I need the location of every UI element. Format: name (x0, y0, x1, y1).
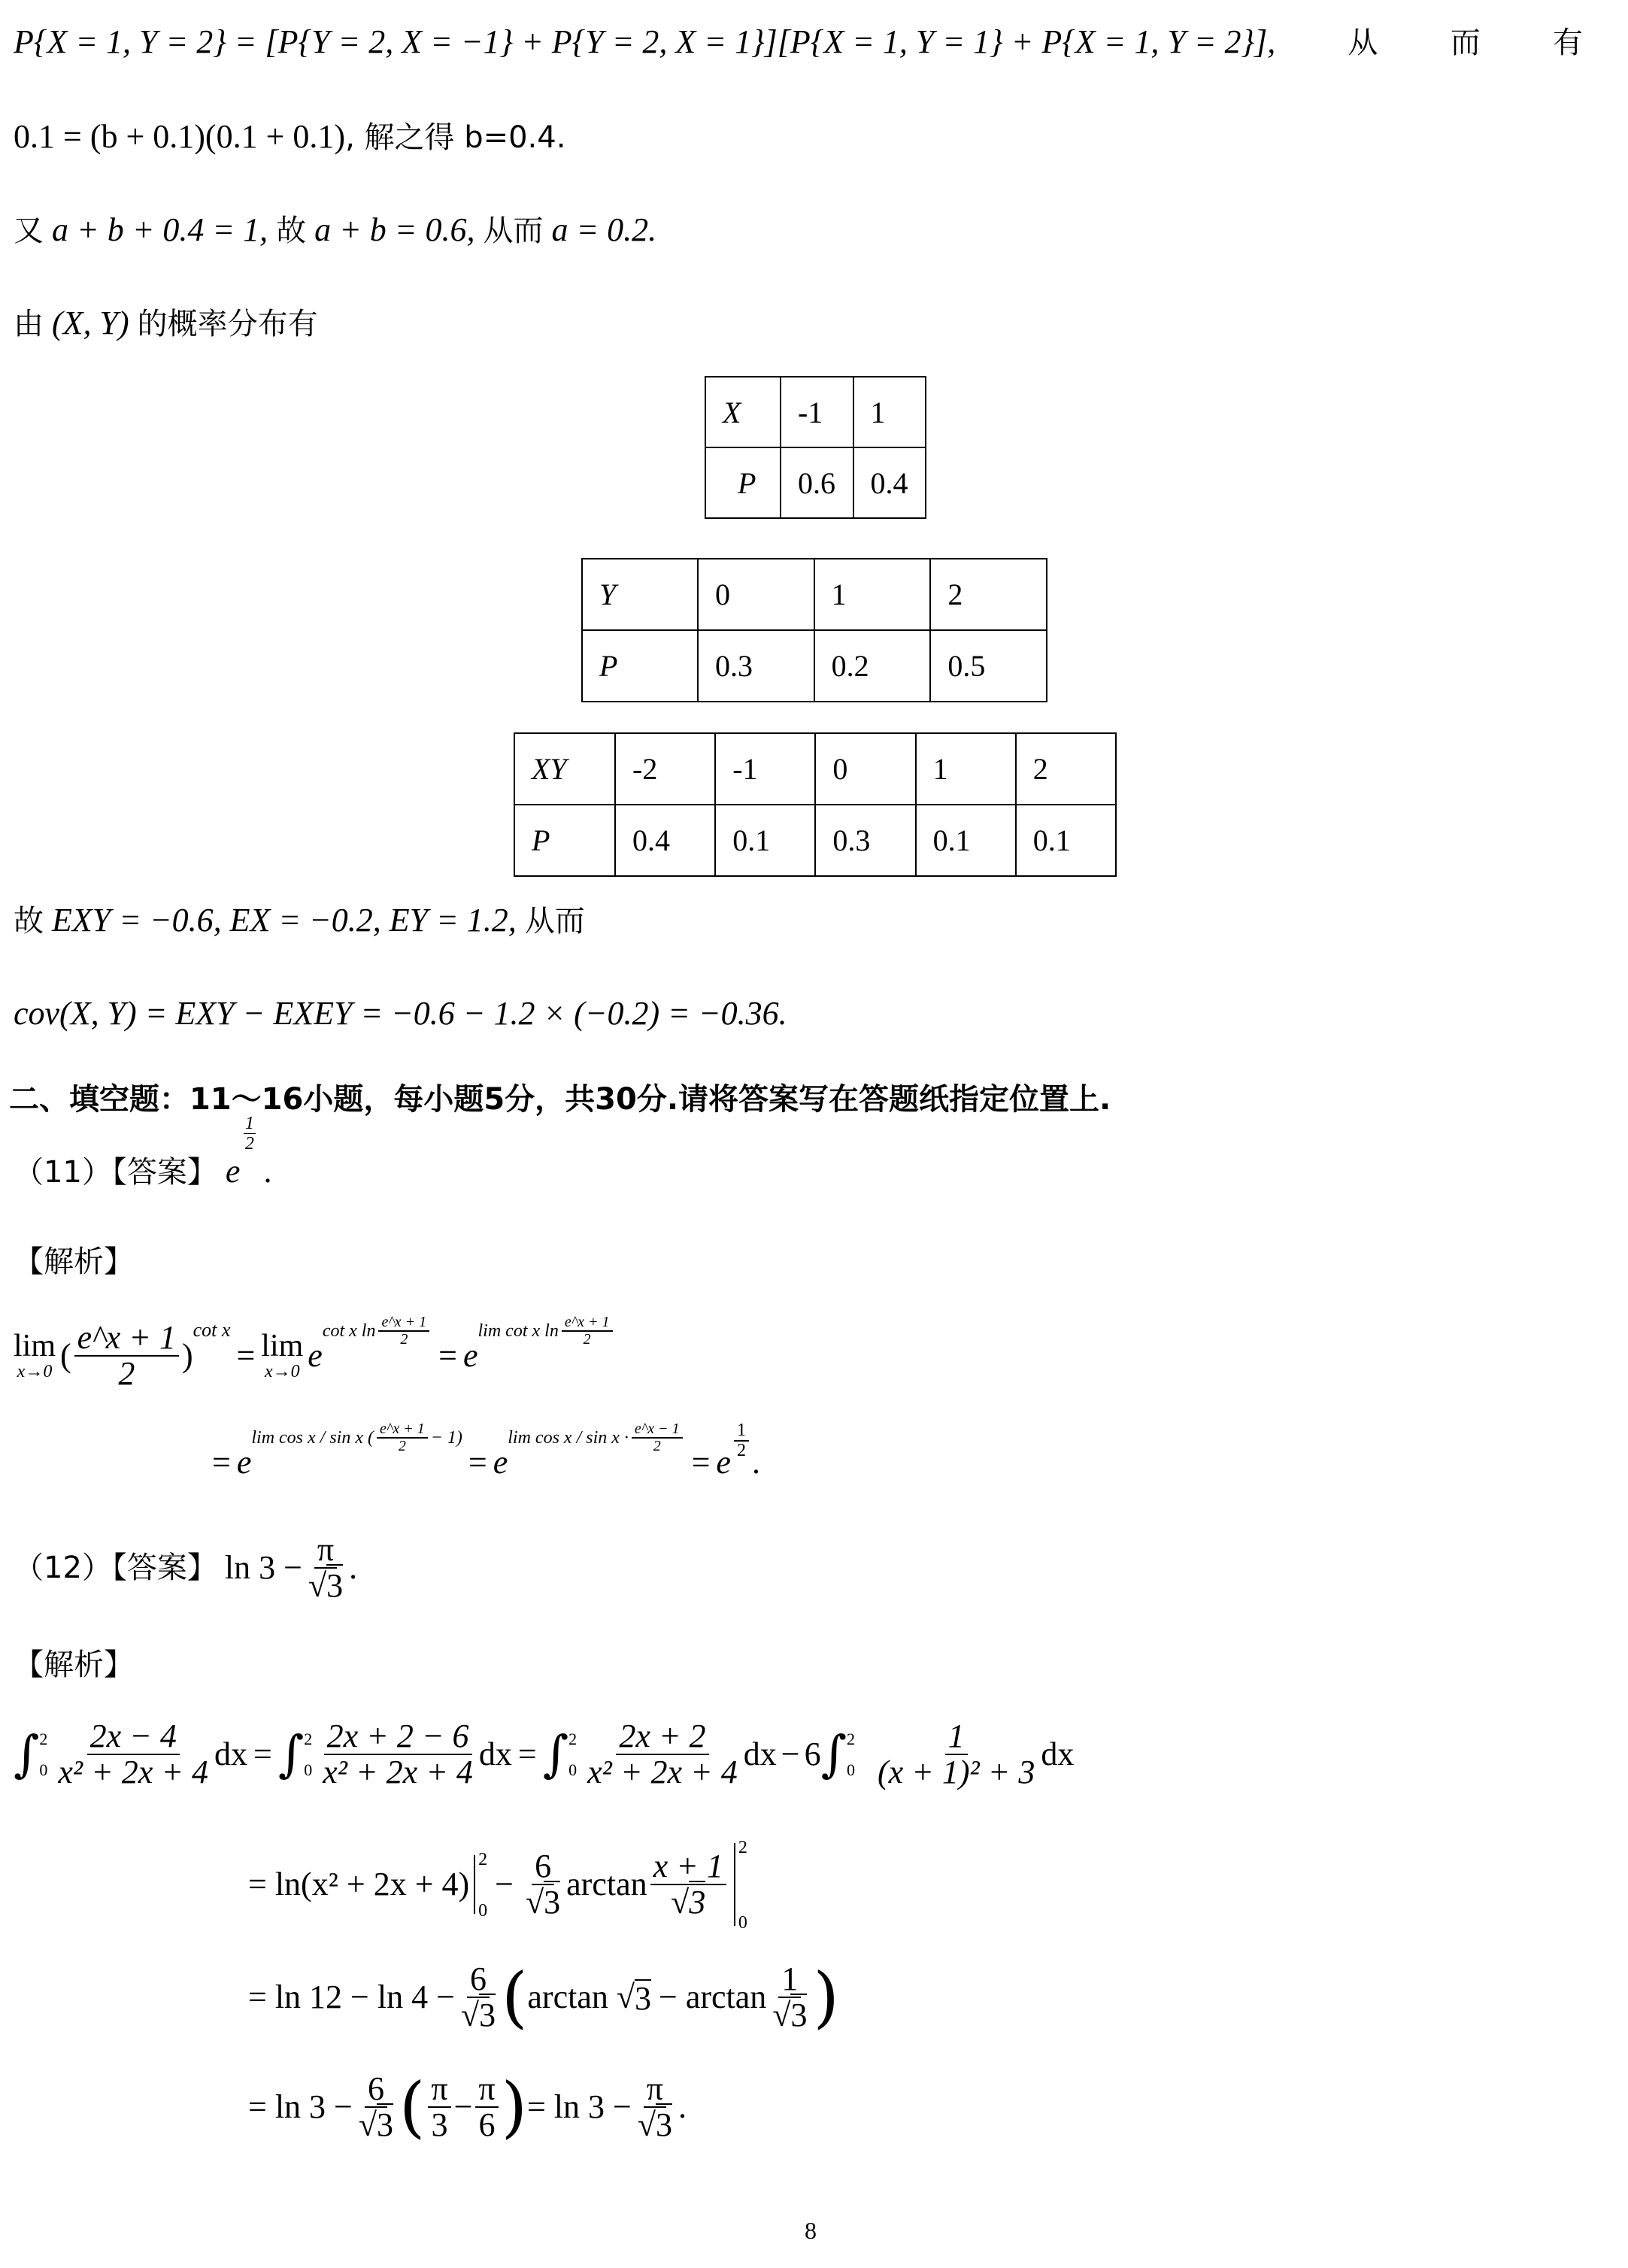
fraction (55, 1719, 211, 1790)
frac-den: x² + 2x + 4 (58, 1754, 209, 1790)
fraction (635, 2069, 675, 2143)
dx: dx (1041, 1736, 1075, 1772)
fraction (356, 2069, 396, 2143)
table-cell: 0.3 (698, 630, 814, 702)
evaluation-bar: 2 0 (474, 1855, 475, 1914)
ln3-term: = ln 3 − (248, 2088, 353, 2125)
table-cell: XY (514, 733, 615, 805)
evaluation-bar: 2 0 (734, 1843, 735, 1926)
table-cell: 0.4 (853, 447, 926, 518)
table-row (514, 733, 1116, 805)
dx: dx (743, 1736, 777, 1772)
integral-sign: ∫ (14, 1725, 40, 1783)
frac-den: √3 (769, 1998, 810, 2033)
fraction (458, 1962, 499, 2033)
expectations: EXY = −0.6, EX = −0.2, EY = 1.2, (52, 902, 517, 938)
q11-limit-line-1: lim x→0 ( $\frac{e\^{}x + 1}{2}$ ) cot x = lim x→0 e cot x ln $\frac{e\^{}x + 1}{2}$ = e lim cot x ln $\frac{e\^{}x + 1}{2}$ (14, 1314, 616, 1397)
table-cell: Y (582, 559, 698, 630)
table-cell: 0.3 (815, 805, 915, 876)
q12-analysis-label: 【解析】 (14, 1648, 134, 1682)
table-cell: 0.5 (930, 630, 1047, 702)
exp-num: 1 (244, 1114, 254, 1133)
equation-line-4 (14, 307, 318, 340)
minus-one: − 1) (430, 1428, 462, 1448)
page-number: 8 (805, 2217, 817, 2244)
solve-b-text: , 解之得 b=0.4. (345, 120, 566, 155)
frac-den: x² + 2x + 4 (587, 1754, 738, 1790)
frac-num: e^x + 1 (378, 1314, 429, 1332)
frac-num: e^x − 1 (632, 1421, 683, 1439)
e-base: e (236, 1444, 252, 1481)
frac-den: √3 (635, 2108, 675, 2142)
arctan: arctan (566, 1866, 647, 1903)
table-cell: X (705, 377, 781, 447)
frac-num: e^x + 1 (377, 1421, 428, 1439)
table-cell: 1 (814, 559, 931, 630)
covariance-line: cov(X, Y) = EXY − EXEY = −0.6 − 1.2 × (−0.2) = −0.36. (14, 995, 787, 1032)
math-sum-2: a + b = 0.6, (314, 211, 475, 248)
expectation-line (14, 904, 585, 937)
frac-den: (x + 1)² + 3 (877, 1754, 1035, 1790)
equation-line-3 (14, 211, 657, 248)
fraction (523, 1849, 563, 1920)
integral-limits: 2 0 (568, 1729, 578, 1779)
exponent (323, 1314, 432, 1348)
table-cell: 0.2 (814, 630, 931, 702)
lim-text: lim (251, 1428, 275, 1448)
integral-limits: 2 0 (39, 1729, 48, 1779)
table-cell: P (582, 630, 698, 702)
q11-analysis-label: 【解析】 (14, 1245, 134, 1279)
radicand: 3 (635, 1980, 652, 2017)
exp-den: 2 (244, 1134, 254, 1154)
arctan-minus: − arctan (659, 1978, 767, 2015)
table-cell: 0.4 (615, 805, 715, 876)
radicand: 3 (790, 1994, 807, 2033)
lim-text: lim (508, 1428, 531, 1448)
integral-sign: ∫ (277, 1725, 305, 1783)
text-congér: 从而 (483, 214, 544, 248)
exponent (478, 1314, 616, 1348)
exponent: lim cos x / sin x · $\frac{e\^{}x - 1}{2}$ (508, 1421, 685, 1454)
lim-block (261, 1330, 303, 1381)
radicand: 3 (544, 1881, 560, 1921)
power-cotx: cot x (193, 1319, 231, 1341)
lim-text: lim (261, 1329, 304, 1364)
x-distribution-table (705, 376, 926, 519)
e-base: e (308, 1337, 323, 1374)
frac-num: 2x − 4 (87, 1719, 180, 1755)
integral-sign: ∫ (820, 1725, 847, 1783)
fraction (320, 1719, 476, 1790)
q12-integral-row-3: = ln 12 − ln 4 − $\frac{6}{√3}$ ( arctan √ 3 − arctan $\frac{1}{√3}$ ) (248, 1958, 839, 2036)
frac-num: 6 (532, 1849, 554, 1885)
fraction (650, 1849, 726, 1920)
exponent: lim cos x / sin x ( $\frac{e\^{}x + 1}{2}$ − 1) (251, 1421, 462, 1454)
frac-den: √3 (305, 1569, 346, 1603)
table-cell: 0 (815, 733, 915, 805)
radicand: 3 (479, 1994, 496, 2033)
frac-num: 2x + 2 (616, 1719, 708, 1755)
equation-line-2 (14, 120, 565, 153)
table-row (582, 630, 1047, 702)
frac-num: e^x + 1 (74, 1320, 179, 1357)
y-distribution-table (581, 558, 1047, 702)
table-cell: 0 (698, 559, 814, 630)
e-base: e (462, 1337, 478, 1374)
section-heading: 二、填空题：11～16小题，每小题5分，共30分.请将答案写在答题纸指定位置上. (9, 1082, 1111, 1117)
q12-integral-row-1: ∫ 2 0 $\frac{2x - 4}{\text{x² + 2x + 4}}$ dx = ∫ 2 0 $\frac{2x + 2 - 6}{\text{x² + 2x + 4}}$ dx = ∫ 2 0 $\frac{2x + 2}{\text{x² + 2x + 4}}$ dx − 6 ∫ 2 0 $\frac{1}{\text{(x + 1)² + 3}}$ dx (14, 1717, 1075, 1790)
frac-den: 2 (118, 1355, 135, 1392)
frac-num: π (428, 2072, 450, 2108)
frac-num: 1 (778, 1962, 801, 1998)
text-distribution: 的概率分布有 (137, 307, 318, 341)
log-term: = ln(x² + 2x + 4) (248, 1866, 470, 1903)
q12-integral-row-4: = ln 3 − $\frac{6}{√3}$ ( $\frac{\pi}{3}$ − $\frac{\pi}{6}$ ) = ln 3 − $\frac{\pi}{√3}$ . (248, 2068, 687, 2145)
ln3: ln 3 − (224, 1549, 302, 1586)
exp-text: lim cot x ln (477, 1321, 559, 1341)
math-sum-1: a + b + 0.4 = 1, (52, 211, 268, 248)
integral-limits: 2 0 (846, 1729, 855, 1779)
e-base: e (716, 1444, 731, 1481)
table-cell: -1 (715, 733, 815, 805)
q12-integral-row-2: = ln(x² + 2x + 4) 2 0 − $\frac{6}{√3}$ arctan $\frac{x + 1}{√3}$ 2 0 (248, 1838, 747, 1933)
dx: dx (478, 1736, 512, 1772)
radicand: 3 (689, 1881, 705, 1921)
pi-over-root3 (305, 1530, 346, 1604)
frac-den: √3 (356, 2108, 396, 2142)
table-cell: P (514, 805, 615, 876)
lim-sub: x→0 (17, 1362, 53, 1382)
text-you: 又 (14, 214, 44, 248)
frac-num: π (644, 2072, 666, 2108)
fraction (74, 1320, 179, 1391)
table-row (514, 805, 1116, 876)
table-cell: 1 (853, 377, 926, 447)
fraction (428, 2069, 450, 2143)
table-row (705, 447, 926, 518)
arctan: arctan (527, 1978, 608, 2015)
fraction (377, 1421, 428, 1454)
log-diff: = ln 12 − ln 4 − (248, 1978, 455, 2015)
q12-label: （12）【答案】 (14, 1551, 217, 1585)
fraction (584, 1719, 741, 1790)
table-row (705, 377, 926, 447)
table-cell: 2 (930, 559, 1047, 630)
q11-limit-line-2: = e lim cos x / sin x ( $\frac{e\^{}x + 1}{2}$ − 1) = e lim cos x / sin x · $\frac{e\^{}x - 1}{2}$ = e $\frac{1}{2}$ . (212, 1421, 760, 1481)
word-you: 有 (1552, 26, 1583, 60)
six: 6 (804, 1736, 821, 1772)
text-gu: 故 (276, 214, 307, 248)
table-cell: 0.6 (781, 447, 853, 518)
frac-den: √3 (523, 1885, 563, 1920)
q11-answer-value (225, 1114, 254, 1190)
e-base: e (225, 1153, 241, 1190)
table-cell: P (705, 447, 781, 518)
exp-num: 1 (734, 1421, 749, 1442)
ln3-term: = ln 3 − (526, 2088, 632, 2125)
frac-num: 1 (945, 1719, 968, 1755)
q11-label: （11）【答案】 (14, 1155, 217, 1190)
frac-den: 6 (478, 2106, 496, 2143)
integral-sign: ∫ (542, 1725, 569, 1783)
fraction (475, 2069, 498, 2143)
lim-text: lim (14, 1329, 56, 1364)
lim-sub: x→0 (264, 1362, 300, 1382)
lim-block (14, 1330, 56, 1381)
frac-den: 2 (400, 1331, 408, 1348)
table-cell: 0.1 (1016, 805, 1116, 876)
table-cell: -2 (615, 733, 715, 805)
frac-den: 3 (431, 2106, 448, 2143)
frac-num: π (314, 1533, 337, 1569)
frac-num: x + 1 (650, 1849, 726, 1885)
word-cong: 从 (1348, 26, 1378, 60)
integral-limits: 2 0 (304, 1729, 313, 1779)
exp-text: cot x ln (322, 1321, 376, 1341)
frac-den: √3 (668, 1885, 708, 1920)
fraction (632, 1421, 683, 1454)
radicand: 3 (377, 2103, 393, 2143)
radicand: 3 (326, 1564, 343, 1604)
frac-num: π (475, 2072, 498, 2108)
frac-den: 2 (583, 1331, 591, 1348)
exp-den: 2 (736, 1441, 746, 1461)
cos-sin: cos x / sin x (535, 1428, 620, 1448)
frac-num: 2x + 2 − 6 (324, 1719, 472, 1755)
table-cell: 0.1 (715, 805, 815, 876)
table-cell: 0.1 (916, 805, 1016, 876)
fraction (562, 1314, 613, 1348)
text-gu2: 故 (14, 904, 44, 938)
dx: dx (214, 1736, 248, 1772)
math-xy: (X, Y) (52, 305, 129, 341)
math-a-value: a = 0.2. (551, 211, 657, 248)
frac-den: 2 (653, 1438, 661, 1454)
table-cell: -1 (781, 377, 853, 447)
table-cell: 1 (916, 733, 1016, 805)
e-base: e (493, 1444, 508, 1481)
frac-num: 6 (365, 2072, 387, 2108)
text-congér2: 从而 (524, 904, 585, 938)
table-row (582, 559, 1047, 630)
exponent-fraction (244, 1114, 256, 1154)
text-you2: 由 (14, 307, 44, 341)
frac-num: 6 (467, 1962, 490, 1998)
equation-line-1 (14, 23, 1583, 60)
fraction (769, 1962, 810, 2033)
radicand: 3 (656, 2103, 672, 2143)
frac-den: 2 (398, 1438, 406, 1454)
fraction (378, 1314, 429, 1348)
cos-sin: cos x / sin x (279, 1428, 364, 1448)
frac-den: x² + 2x + 4 (323, 1754, 473, 1790)
xy-distribution-table (514, 732, 1117, 877)
probability-equation: P{X = 1, Y = 2} = [P{Y = 2, X = −1} + P{Y = 2, X = 1}][P{X = 1, Y = 1} + P{X = 1, Y = 2}], (14, 23, 1276, 60)
exponent-fraction (734, 1421, 749, 1460)
fraction (875, 1719, 1038, 1790)
q12-answer: （12）【答案】 ln 3 − $\frac{\pi}{√3}$ . (14, 1530, 358, 1604)
solve-b-equation: 0.1 = (b + 0.1)(0.1 + 0.1) (14, 118, 346, 155)
q11-answer: （11）【答案】 e $\frac{1}{2}$ . (14, 1114, 272, 1190)
frac-num: e^x + 1 (562, 1314, 613, 1332)
word-er: 而 (1450, 26, 1481, 60)
frac-den: √3 (458, 1998, 499, 2033)
table-cell: 2 (1016, 733, 1116, 805)
